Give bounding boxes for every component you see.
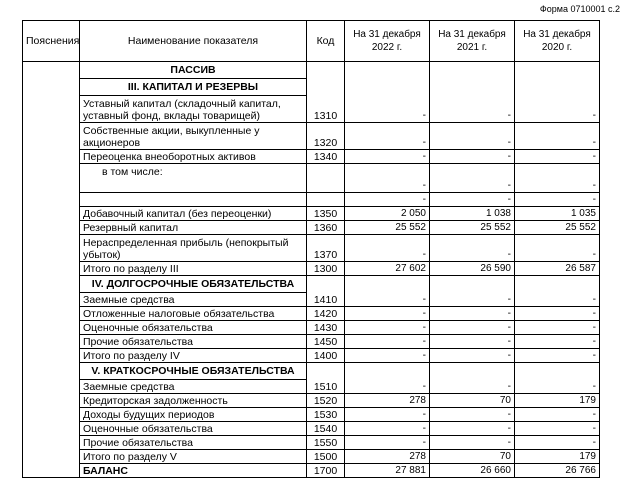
row-value-2020: -	[515, 164, 600, 193]
table-row	[23, 335, 600, 349]
header-code: Код	[307, 21, 345, 62]
row-value-2022: -	[345, 96, 430, 123]
table-row	[23, 394, 600, 408]
row-value-2022: -	[345, 123, 430, 150]
row-code: 1340	[307, 150, 345, 164]
notes-cell	[23, 62, 80, 478]
table-row	[23, 123, 600, 150]
row-name: Заемные средства	[80, 380, 307, 394]
row-code: 1540	[307, 422, 345, 436]
row-value-2020: -	[515, 422, 600, 436]
row-code: 1320	[307, 123, 345, 150]
section-3-title: III. КАПИТАЛ И РЕЗЕРВЫ	[80, 79, 307, 96]
row-value-2021: -	[430, 123, 515, 150]
table-row	[23, 207, 600, 221]
form-code: Форма 0710001 с.2	[539, 4, 620, 14]
row-value-2022: -	[345, 422, 430, 436]
table-row	[23, 450, 600, 464]
row-value-2021: -	[430, 276, 515, 307]
row-value-2021: -	[430, 408, 515, 422]
row-name: Собственные акции, выкупленные у акционеров	[80, 123, 307, 150]
row-value-2021: 1 038	[430, 207, 515, 221]
row-name: Прочие обязательства	[80, 335, 307, 349]
row-name: Итого по разделу IV	[80, 349, 307, 363]
table-row	[23, 307, 600, 321]
row-name: Добавочный капитал (без переоценки)	[80, 207, 307, 221]
table-header-row	[23, 21, 600, 62]
in-total-label: в том числе:	[80, 164, 307, 193]
row-value-2020: -	[515, 123, 600, 150]
row-value-2021: 70	[430, 450, 515, 464]
table-row	[23, 221, 600, 235]
row-value-2022: -	[345, 276, 430, 307]
row-value-2021: -	[430, 422, 515, 436]
row-value-2020: 26 587	[515, 262, 600, 276]
row-name: Кредиторская задолженность	[80, 394, 307, 408]
row-value-2022: -	[345, 349, 430, 363]
row-value-2020: -	[515, 235, 600, 262]
section-row	[23, 276, 600, 293]
row-value-2022: -	[345, 235, 430, 262]
row-value-2020: -	[515, 349, 600, 363]
row-value-2020: 179	[515, 394, 600, 408]
row-value-2020: -	[515, 96, 600, 123]
row-value-2021: -	[430, 363, 515, 394]
row-value-2020: 25 552	[515, 221, 600, 235]
row-code: 1400	[307, 349, 345, 363]
header-2020: На 31 декабря 2020 г.	[515, 21, 600, 62]
row-value-2022: 278	[345, 394, 430, 408]
section-5-title: V. КРАТКОСРОЧНЫЕ ОБЯЗАТЕЛЬСТВА	[80, 363, 307, 380]
table-row	[23, 349, 600, 363]
table-row	[23, 164, 600, 193]
row-code: 1360	[307, 221, 345, 235]
table-row	[23, 96, 600, 123]
row-code: 1410	[307, 276, 345, 307]
row-value-2020: 179	[515, 450, 600, 464]
row-value-2021: -	[430, 150, 515, 164]
row-name: Оценочные обязательства	[80, 422, 307, 436]
row-value-2020: 26 766	[515, 464, 600, 478]
row-value-2021: 26 590	[430, 262, 515, 276]
row-code: 1450	[307, 335, 345, 349]
row-value-2021: -	[430, 321, 515, 335]
header-name: Наименование показателя	[80, 21, 307, 62]
row-value-2022: 278	[345, 450, 430, 464]
row-name: БАЛАНС	[80, 464, 307, 478]
row-value-2021: -	[430, 436, 515, 450]
row-value-2021: -	[430, 335, 515, 349]
row-code: 1430	[307, 321, 345, 335]
row-value-2022: -	[345, 307, 430, 321]
row-value-2021: 26 660	[430, 464, 515, 478]
row-code: 1370	[307, 235, 345, 262]
table-row	[23, 193, 600, 207]
row-value-2022: -	[345, 363, 430, 394]
row-value-2022: -	[345, 408, 430, 422]
row-name: Переоценка внеоборотных активов	[80, 150, 307, 164]
balance-sheet-table	[22, 20, 600, 478]
row-value-2022: 2 050	[345, 207, 430, 221]
row-name: Резервный капитал	[80, 221, 307, 235]
row-value-2022: -	[345, 150, 430, 164]
row-value-2021: -	[430, 164, 515, 193]
row-value-2020: -	[515, 321, 600, 335]
table-row	[23, 408, 600, 422]
row-value-2020: -	[515, 307, 600, 321]
row-value-2021: 25 552	[430, 221, 515, 235]
row-value-2021: -	[430, 307, 515, 321]
row-name: Оценочные обязательства	[80, 321, 307, 335]
row-value-2022: -	[345, 335, 430, 349]
row-value-2022: 27 602	[345, 262, 430, 276]
row-name: Итого по разделу III	[80, 262, 307, 276]
row-value-2022: 27 881	[345, 464, 430, 478]
row-code: 1500	[307, 450, 345, 464]
row-name: Прочие обязательства	[80, 436, 307, 450]
row-value-2020: -	[515, 150, 600, 164]
section-4-title: IV. ДОЛГОСРОЧНЫЕ ОБЯЗАТЕЛЬСТВА	[80, 276, 307, 293]
row-name: Заемные средства	[80, 293, 307, 307]
table-row	[23, 262, 600, 276]
row-value-2020: -	[515, 276, 600, 307]
table-row	[23, 150, 600, 164]
row-value-2020: -	[515, 408, 600, 422]
row-value-2020: 1 035	[515, 207, 600, 221]
row-value-2020: -	[515, 193, 600, 207]
table-row	[23, 464, 600, 478]
row-code: 1530	[307, 408, 345, 422]
row-name: Итого по разделу V	[80, 450, 307, 464]
row-value-2021: -	[430, 96, 515, 123]
row-code: 1550	[307, 436, 345, 450]
header-notes: Пояснения	[23, 21, 80, 62]
row-value-2020: -	[515, 436, 600, 450]
row-value-2022: 25 552	[345, 221, 430, 235]
row-value-2021: -	[430, 235, 515, 262]
section-passiv: ПАССИВ	[80, 62, 307, 79]
row-name: Отложенные налоговые обязательства	[80, 307, 307, 321]
header-2022: На 31 декабря 2022 г.	[345, 21, 430, 62]
row-name: Уставный капитал (складочный капитал, уставный фонд, вклады товарищей)	[80, 96, 307, 123]
row-value-2020: -	[515, 363, 600, 394]
row-value-2022: -	[345, 193, 430, 207]
row-value-2022: -	[345, 321, 430, 335]
row-code: 1310	[307, 96, 345, 123]
section-row	[23, 62, 600, 79]
row-code: 1700	[307, 464, 345, 478]
row-code: 1300	[307, 262, 345, 276]
row-value-2022: -	[345, 436, 430, 450]
row-code: 1520	[307, 394, 345, 408]
table-row	[23, 436, 600, 450]
section-row	[23, 363, 600, 380]
row-name: Нераспределенная прибыль (непокрытый убыток)	[80, 235, 307, 262]
row-value-2021: -	[430, 193, 515, 207]
row-code: 1510	[307, 363, 345, 394]
row-value-2022: -	[345, 164, 430, 193]
table-row	[23, 422, 600, 436]
table-row	[23, 235, 600, 262]
row-value-2021: -	[430, 349, 515, 363]
row-code: 1350	[307, 207, 345, 221]
row-name: Доходы будущих периодов	[80, 408, 307, 422]
table-row	[23, 321, 600, 335]
row-value-2020: -	[515, 335, 600, 349]
header-2021: На 31 декабря 2021 г.	[430, 21, 515, 62]
row-code: 1420	[307, 307, 345, 321]
row-value-2021: 70	[430, 394, 515, 408]
